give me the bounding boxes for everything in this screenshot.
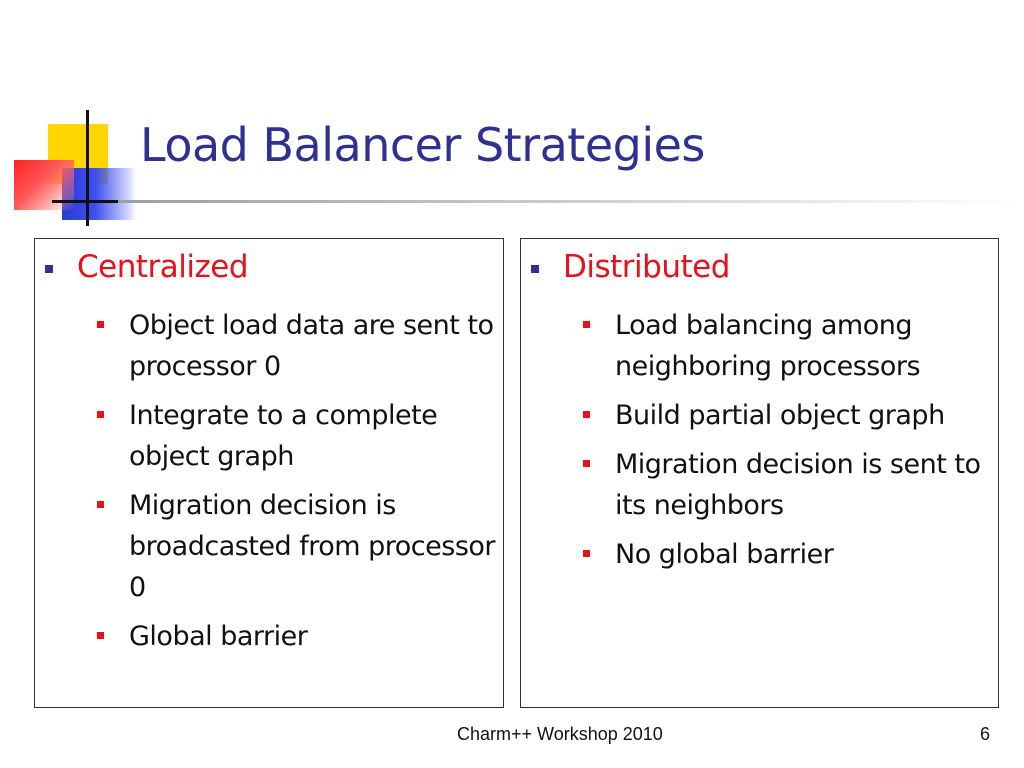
list-item bbox=[97, 395, 497, 477]
list-item bbox=[583, 305, 993, 387]
red-square-bullet-icon bbox=[97, 501, 104, 508]
list-item-text: No global barrier bbox=[615, 539, 834, 570]
distributed-heading: Distributed bbox=[563, 249, 730, 285]
red-square-bullet-icon bbox=[97, 411, 104, 418]
red-square-bullet-icon bbox=[583, 411, 590, 418]
list-item bbox=[97, 616, 497, 657]
distributed-panel bbox=[520, 238, 999, 708]
list-item bbox=[583, 395, 993, 436]
distributed-heading-row bbox=[531, 249, 730, 286]
list-item-text: Global barrier bbox=[129, 621, 308, 652]
slide-title: Load Balancer Strategies bbox=[140, 118, 705, 172]
list-item-text: Build partial object graph bbox=[615, 400, 945, 431]
red-square-bullet-icon bbox=[583, 460, 590, 467]
list-item bbox=[97, 485, 497, 608]
decor-horizontal-line bbox=[52, 200, 124, 203]
red-square-bullet-icon bbox=[97, 632, 104, 639]
red-square-bullet-icon bbox=[97, 321, 104, 328]
blue-square-bullet-icon bbox=[531, 265, 539, 273]
red-square-bullet-icon bbox=[583, 321, 590, 328]
list-item-text: Migration decision is sent to its neighbors bbox=[615, 449, 981, 521]
red-square-bullet-icon bbox=[583, 550, 590, 557]
centralized-heading: Centralized bbox=[77, 249, 249, 285]
page-number: 6 bbox=[980, 724, 991, 744]
list-item bbox=[583, 444, 993, 526]
list-item-text: Load balancing among neighboring processors bbox=[615, 310, 921, 382]
decor-vertical-line bbox=[86, 110, 89, 226]
list-item bbox=[583, 534, 993, 575]
footer-text: Charm++ Workshop 2010 bbox=[457, 724, 663, 744]
centralized-list bbox=[97, 305, 497, 665]
title-underline bbox=[118, 200, 1018, 203]
centralized-heading-row bbox=[45, 249, 248, 286]
list-item bbox=[97, 305, 497, 387]
list-item-text: Integrate to a complete object graph bbox=[129, 400, 438, 472]
centralized-panel bbox=[34, 238, 504, 708]
distributed-list bbox=[583, 305, 993, 583]
list-item-text: Migration decision is broadcasted from processor 0 bbox=[129, 490, 496, 603]
blue-square-bullet-icon bbox=[45, 265, 53, 273]
list-item-text: Object load data are sent to processor 0 bbox=[129, 310, 494, 382]
